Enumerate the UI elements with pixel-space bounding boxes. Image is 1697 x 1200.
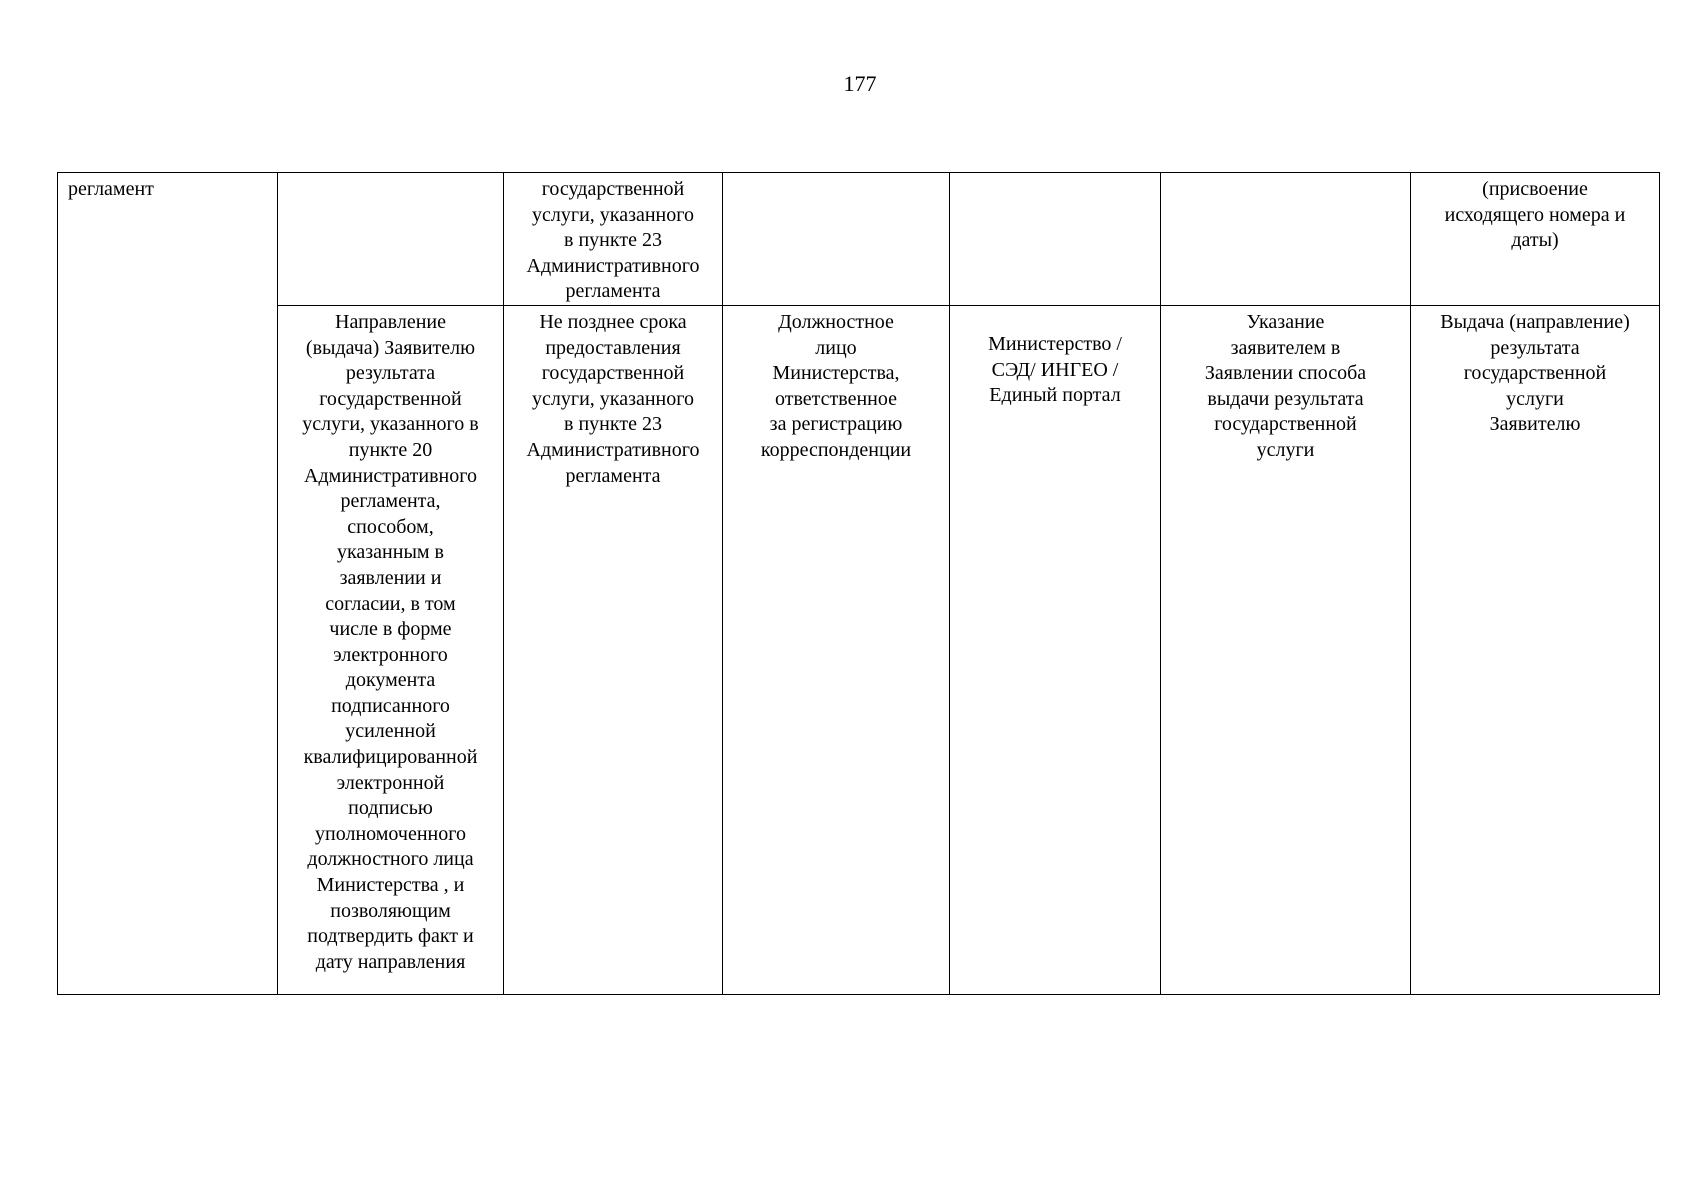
table-cell	[723, 173, 950, 306]
table-cell-responsible: Должностное лицо Министерства, ответственное за регистрацию корреспонденции	[723, 305, 950, 994]
procedure-table	[57, 172, 1660, 995]
table-cell-action: Направление (выдача) Заявителю результата государственной услуги, указанного в пункте 20 Административного регламента, способом, указанным в заявлении и согласии, в том числе в форме электронного документа подписанного усиленной квалифицированной электронной подписью уполномоченного должностного лица Министерства , и позволяющим подтвердить факт и дату направления	[278, 305, 504, 994]
table-cell-regulation: регламент	[58, 173, 278, 995]
table-row	[58, 305, 1660, 994]
table-cell	[1161, 173, 1411, 306]
table-cell-system: Министерство / СЭД/ ИНГЕО / Единый портал	[950, 305, 1161, 994]
table-row	[58, 173, 1660, 306]
page-number: 177	[843, 71, 877, 96]
table-cell-result: Выдача (направление) результата государственной услуги Заявителю	[1411, 305, 1660, 994]
table-cell-criteria: Указание заявителем в Заявлении способа выдачи результата государственной услуги	[1161, 305, 1411, 994]
table-cell	[950, 173, 1161, 306]
table-cell	[278, 173, 504, 306]
table-cell-deadline: Не позднее срока предоставления государственной услуги, указанного в пункте 23 Административного регламента	[504, 305, 723, 994]
table-cell: (присвоение исходящего номера и даты)	[1411, 173, 1660, 306]
table-cell: государственной услуги, указанного в пункте 23 Административного регламента	[504, 173, 723, 306]
